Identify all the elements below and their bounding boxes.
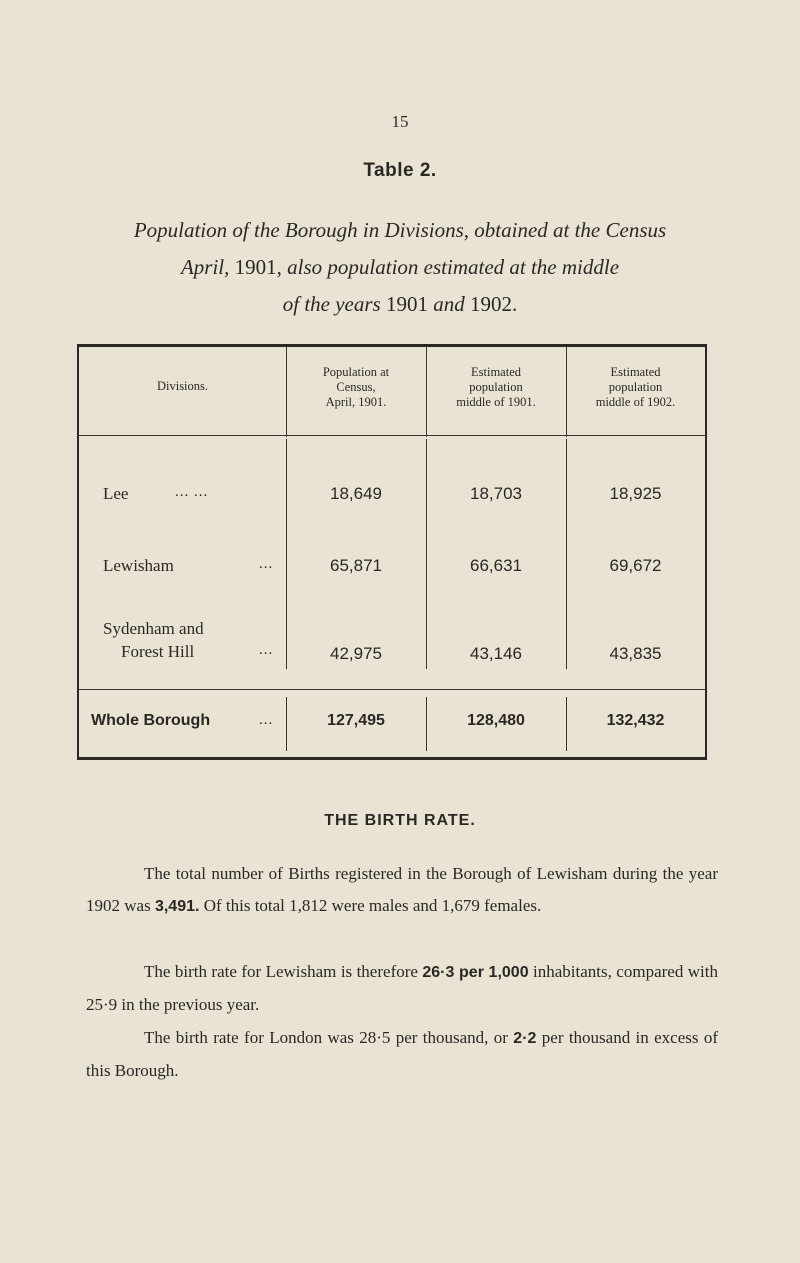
leader-dots: ... <box>259 556 274 572</box>
population-table <box>77 344 707 760</box>
p1-births-count: 3,491. <box>154 898 200 915</box>
caption-line-3c: and <box>433 292 465 316</box>
row-label-sydenham-line-2: Forest Hill <box>121 642 195 661</box>
leader-dots: ... ... <box>175 484 209 500</box>
column-divider <box>286 439 287 669</box>
total-rule <box>79 689 705 690</box>
cell-sydenham-est-1902: 43,835 <box>609 644 662 663</box>
header-est1901-line: Estimated <box>471 365 521 379</box>
caption-line-3b: 1901 <box>380 292 434 316</box>
p2-birth-rate: 26·3 per 1,000 <box>422 964 529 981</box>
row-label-sydenham-line-1: Sydenham and <box>103 619 204 638</box>
cell-sydenham-census-1901: 42,975 <box>330 644 382 663</box>
cell-lewisham-est-1901: 66,631 <box>470 556 522 575</box>
cell-total-est-1901: 128,480 <box>467 712 525 729</box>
cell-lee-census-1901: 18,649 <box>330 484 382 503</box>
caption-line-2a: April, <box>180 255 230 279</box>
paragraph-birth-rate <box>86 956 718 1021</box>
cell-lee-est-1902: 18,925 <box>609 484 662 503</box>
p2-text-c: inhabitants, compared with 25·9 in the previous year. <box>86 962 718 1014</box>
leader-dots: ... <box>259 712 274 728</box>
p2-text-a: The birth rate for Lewisham is therefore <box>144 962 423 981</box>
paragraph-births-total <box>86 858 718 923</box>
p3-excess: 2·2 <box>513 1030 537 1047</box>
row-label-lee: Lee <box>103 484 129 503</box>
table-label: Table 2. <box>363 160 437 181</box>
row-label-whole-borough: Whole Borough <box>91 712 211 729</box>
header-estimated-1901 <box>426 365 566 410</box>
caption-line-3a: of the years <box>282 292 381 316</box>
p3-text-c: per thousand in excess of this Borough. <box>86 1028 718 1080</box>
paragraph-london-rate <box>86 1022 718 1087</box>
header-est1901-line: population <box>469 380 523 394</box>
cell-lewisham-est-1902: 69,672 <box>609 556 662 575</box>
header-est1902-line: population <box>608 380 663 394</box>
header-census-1901 <box>286 365 426 410</box>
header-est1901-line: middle of 1901. <box>456 395 536 409</box>
caption-line-2b: 1901, <box>229 255 288 279</box>
cell-total-est-1902: 132,432 <box>606 712 665 729</box>
header-divisions: Divisions. <box>156 379 209 393</box>
p3-text-a: The birth rate for London was 28·5 per thousand, or <box>144 1028 514 1047</box>
p1-text-c: Of this total 1,812 were males and 1,679 females. <box>199 896 542 915</box>
cell-sydenham-est-1901: 43,146 <box>470 644 522 663</box>
header-est1902-line: Estimated <box>610 365 661 379</box>
column-divider <box>426 439 427 669</box>
header-estimated-1902 <box>566 365 705 410</box>
table-caption <box>40 212 760 323</box>
caption-line-3d: 1902. <box>464 292 518 316</box>
leader-dots: ... <box>259 642 274 658</box>
caption-line-2c: also population estimated at the middle <box>287 255 620 279</box>
header-rule <box>79 435 705 436</box>
column-divider <box>566 439 567 669</box>
cell-lee-est-1901: 18,703 <box>470 484 522 503</box>
caption-line-1: Population of the Borough in Divisions, obtained at the Census <box>133 218 667 242</box>
page-number: 15 <box>391 112 409 131</box>
p1-text-a: The total number of Births registered in the Borough of Lewisham during the year 1902 was <box>86 864 718 915</box>
header-census-line: Census, <box>336 380 376 394</box>
cell-total-census-1901: 127,495 <box>327 712 385 729</box>
cell-lewisham-census-1901: 65,871 <box>330 556 382 575</box>
header-census-line: Population at <box>322 365 390 379</box>
header-census-line: April, 1901. <box>325 395 387 409</box>
row-label-lewisham: Lewisham <box>103 556 174 575</box>
section-title-birth-rate: THE BIRTH RATE. <box>324 812 476 829</box>
header-est1902-line: middle of 1902. <box>595 395 676 409</box>
